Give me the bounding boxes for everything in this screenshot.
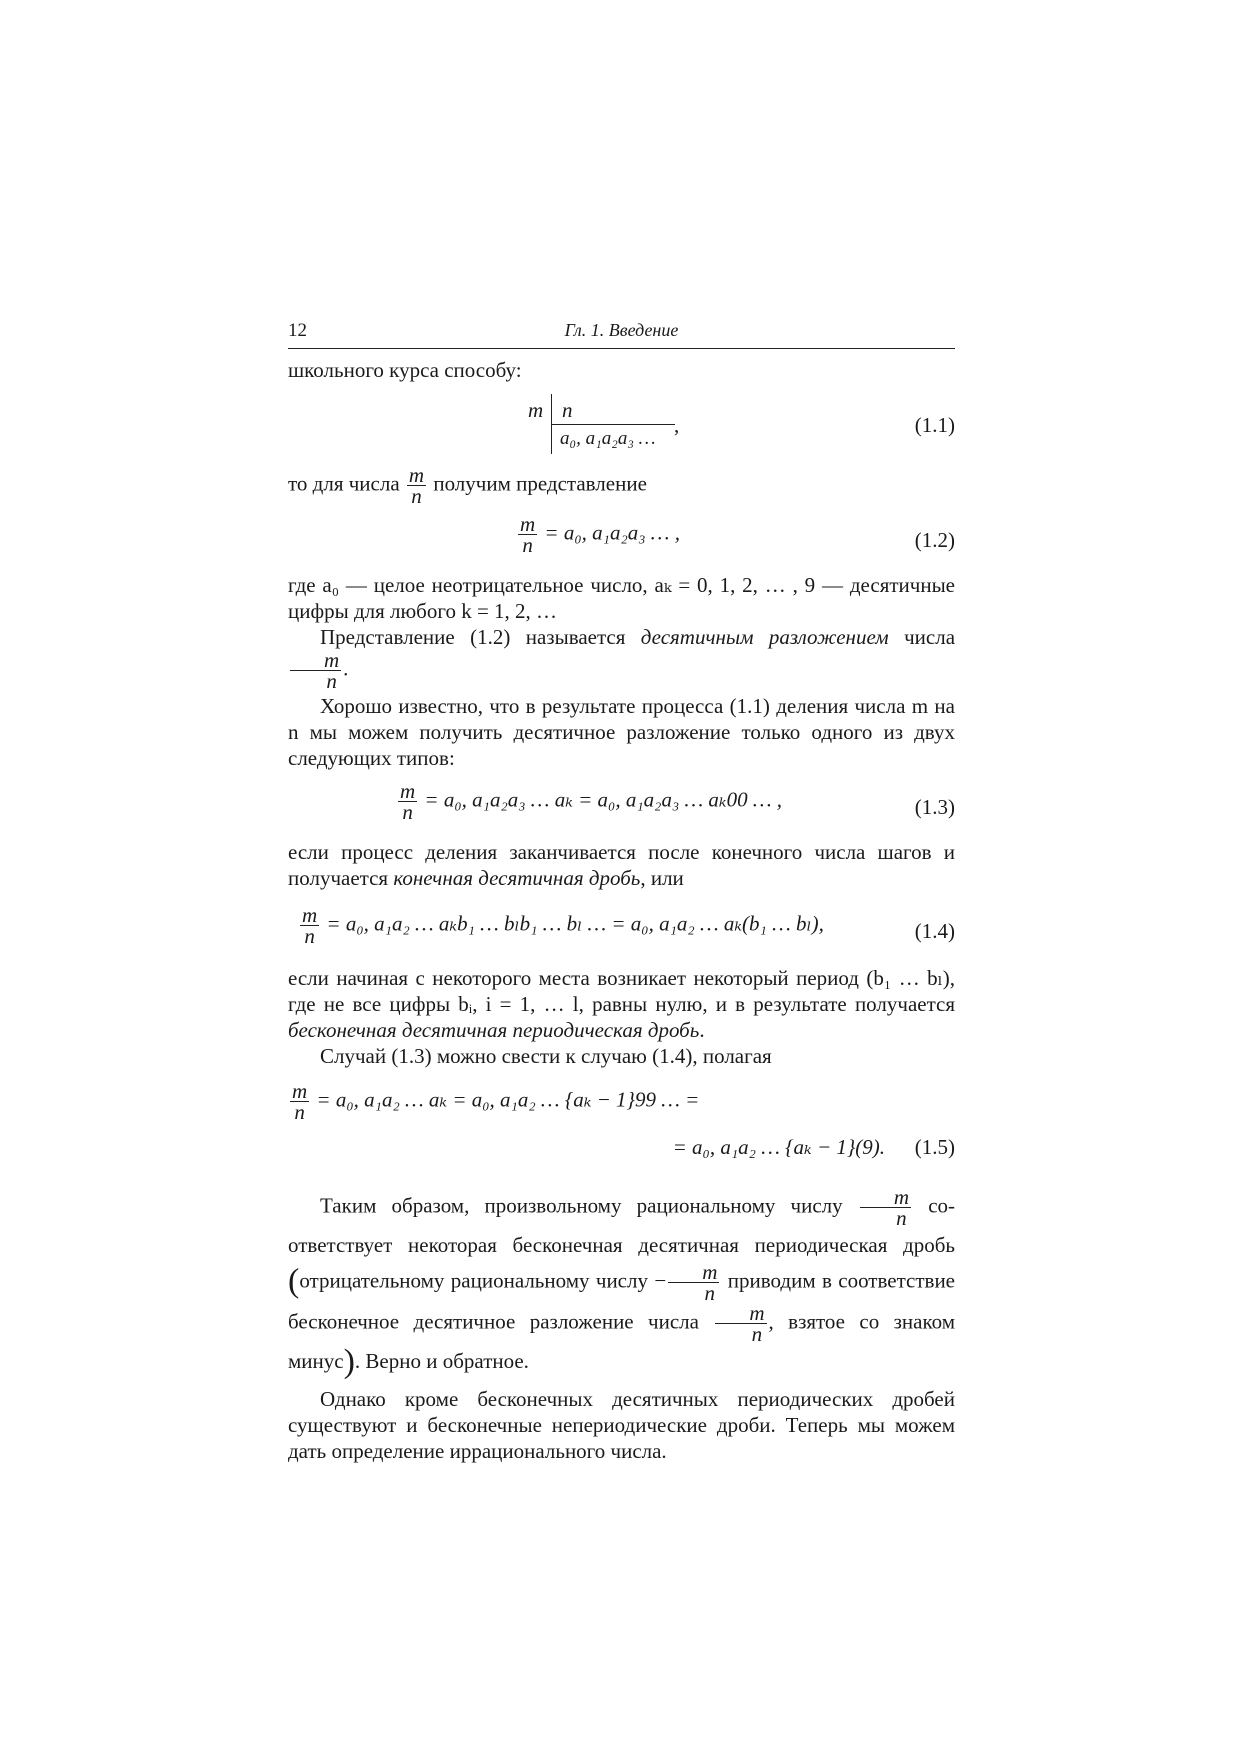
division-dividend: m: [528, 398, 544, 422]
page-number: 12: [288, 320, 307, 341]
equation-1-3: [288, 781, 955, 833]
division-comma: ,: [674, 413, 680, 437]
term-decimal-expansion: десятичным разложением: [640, 625, 889, 649]
paragraph-1: школьного курса способу:: [288, 358, 522, 382]
paragraph-8: Случай (1.3) можно свести к случаю (1.4), полагая: [320, 1044, 772, 1068]
equation-1-5: [288, 1081, 955, 1167]
equation-1-2-rhs: = a₀, a₁a₂a₃ … ,: [544, 520, 680, 545]
term-infinite-periodic-decimal: бесконечная десятичная периодическая дробь: [288, 1018, 700, 1042]
equation-1-5-line-2: = a₀, a₁a₂ … {aₖ − 1}(9).: [672, 1135, 885, 1159]
paragraph-4: Представление (1.2) называется десятичным разложением числа $\frac{m}{n}$ .: [288, 624, 955, 691]
equation-1-3-rhs: = a₀, a₁a₂a₃ … aₖ = a₀, a₁a₂a₃ … aₖ00 … ,: [424, 787, 783, 812]
equation-1-5-line-1: = a₀, a₁a₂ … aₖ = a₀, a₁a₂ … {aₖ − 1}99 … =: [316, 1087, 700, 1112]
equation-number-1-3: (1.3): [914, 795, 955, 819]
fraction-m-n: $\frac{m}{n}$: [520, 512, 536, 557]
paragraph-10: Однако кроме бесконечных десятичных периодических дробей существуют и бесконечные непериодические дроби. Теперь мы можем дать определение иррационального числа.: [288, 1387, 955, 1463]
equation-number-1-4: (1.4): [914, 919, 955, 943]
equation-number-1-5: (1.5): [914, 1135, 955, 1159]
division-bar-horizontal: [551, 424, 675, 425]
equation-1-1: [288, 389, 955, 459]
fraction-m-n: $\frac{m}{n}$: [290, 650, 341, 691]
open-paren: (: [288, 1262, 300, 1300]
fraction-m-n: $\frac{m}{n}$: [292, 1079, 308, 1124]
fraction-m-n: $\frac{m}{n}$: [715, 1303, 766, 1344]
equation-1-2: [288, 514, 955, 566]
fraction-m-n: $\frac{m}{n}$: [400, 779, 416, 824]
fraction-m-n: $\frac{m}{n}$: [668, 1262, 719, 1303]
division-divisor: n: [562, 398, 573, 422]
equation-1-4-rhs: = a₀, a₁a₂ … aₖb₁ … bₗb₁ … bₗ … = a₀, a₁a₂ … aₖ(b₁ … bₗ),: [326, 911, 824, 936]
equation-number-1-2: (1.2): [914, 528, 955, 552]
equation-1-4: [288, 905, 955, 957]
paragraph-2: то для числа $\frac{m}{n}$ получим представление: [288, 463, 647, 508]
paragraph-9: Таким образом, произвольному рациональному числу $\frac{m}{n}$ соответствует некоторая бесконечная десятичная периодическая дробь (отрицательному рациональному числу − $\frac{m}{n}$ приводим в соответствие бесконечное десятичное разложение числа $\frac{m}{n}$ , взятое со знаком минус). Верно и обратное.: [288, 1185, 956, 1380]
equation-number-1-1: (1.1): [914, 413, 955, 437]
fraction-m-n: $\frac{m}{n}$: [302, 903, 318, 948]
fraction-m-n: $\frac{m}{n}$: [408, 463, 425, 508]
paragraph-3: где a₀ — целое неотрицательное число, aₖ = 0, 1, 2, … , 9 — десятичные цифры для любого k = 1, 2, …: [288, 573, 955, 623]
paragraph-5: Хорошо известно, что в результате процесса (1.1) деления числа m на n мы можем получить десятичное разложение только одного из двух следующих типов:: [288, 694, 955, 770]
paragraph-7: если начиная с некоторого места возникает некоторый период (b₁ … bₗ), где не все цифры bᵢ, i = 1, … l, равны нулю, и в результате получается бесконечная десятичная периодическая дробь.: [288, 966, 955, 1042]
fraction-m-n: $\frac{m}{n}$: [860, 1187, 911, 1228]
page-content: [288, 320, 955, 1464]
term-finite-decimal: конечная десятичная дробь: [393, 866, 641, 890]
division-quotient: a₀, a₁a₂a₃ …: [560, 428, 656, 449]
chapter-title: Гл. 1. Введение: [564, 320, 679, 340]
paragraph-6: если процесс деления заканчивается после конечного числа шагов и получается конечная десятичная дробь, или: [288, 840, 955, 890]
running-header: [288, 320, 955, 349]
close-paren: ): [343, 1343, 355, 1380]
